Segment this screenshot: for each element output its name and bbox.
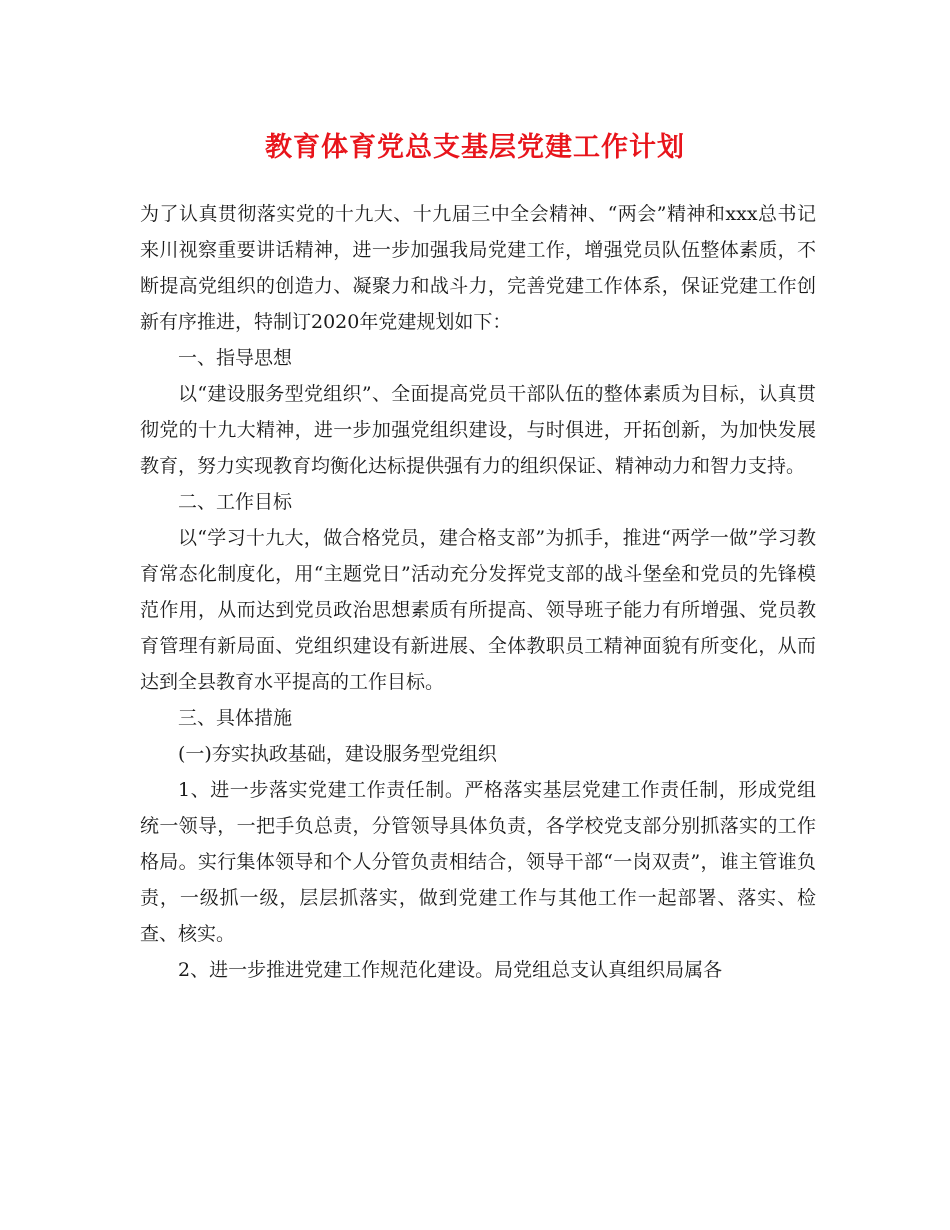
work-goals-paragraph: 以“学习十九大，做合格党员，建合格支部”为抓手，推进“两学一做”学习教育常态化制度化，用“主题党日”活动充分发挥党支部的战斗堡垒和党员的先锋模范作用，从而达到党员政治思想素质有所提高、领导班子能力有所增强、党员教育管理有新局面、党组织建设有新进展、全体教职员工精神面貌有所变化，从而达到全县教育水平提高的工作目标。 (140, 527, 816, 693)
document-title: 教育体育党总支基层党建工作计划 (265, 132, 685, 163)
measure-2-paragraph: 2、进一步推进党建工作规范化建设。局党组总支认真组织局属各 (178, 959, 723, 981)
guiding-ideology-paragraph: 以“建设服务型党组织”、全面提高党员干部队伍的整体素质为目标，认真贯彻党的十九大精神，进一步加强党组织建设，与时俱进，开拓创新，为加快发展教育，努力实现教育均衡化达标提供强有力的组织保证、精神动力和智力支持。 (140, 383, 816, 477)
subsection-heading-1: (一)夯实执政基础，建设服务型党组织 (178, 743, 497, 765)
document-body (140, 196, 816, 988)
measure-1-paragraph: 1、进一步落实党建工作责任制。严格落实基层党建工作责任制，形成党组统一领导，一把手负总责，分管领导具体负责，各学校党支部分别抓落实的工作格局。实行集体领导和个人分管负责相结合，领导干部“一岗双责”，谁主管谁负责，一级抓一级，层层抓落实，做到党建工作与其他工作一起部署、落实、检查、核实。 (140, 779, 816, 945)
section-heading-work-goals: 二、工作目标 (178, 491, 293, 513)
section-heading-guiding-ideology: 一、指导思想 (178, 347, 293, 369)
section-heading-specific-measures: 三、具体措施 (178, 707, 293, 729)
intro-paragraph: 为了认真贯彻落实党的十九大、十九届三中全会精神、“两会”精神和xxx总书记来川视察重要讲话精神，进一步加强我局党建工作，增强党员队伍整体素质，不断提高党组织的创造力、凝聚力和战斗力，完善党建工作体系，保证党建工作创新有序推进，特制订2020年党建规划如下： (140, 203, 816, 333)
